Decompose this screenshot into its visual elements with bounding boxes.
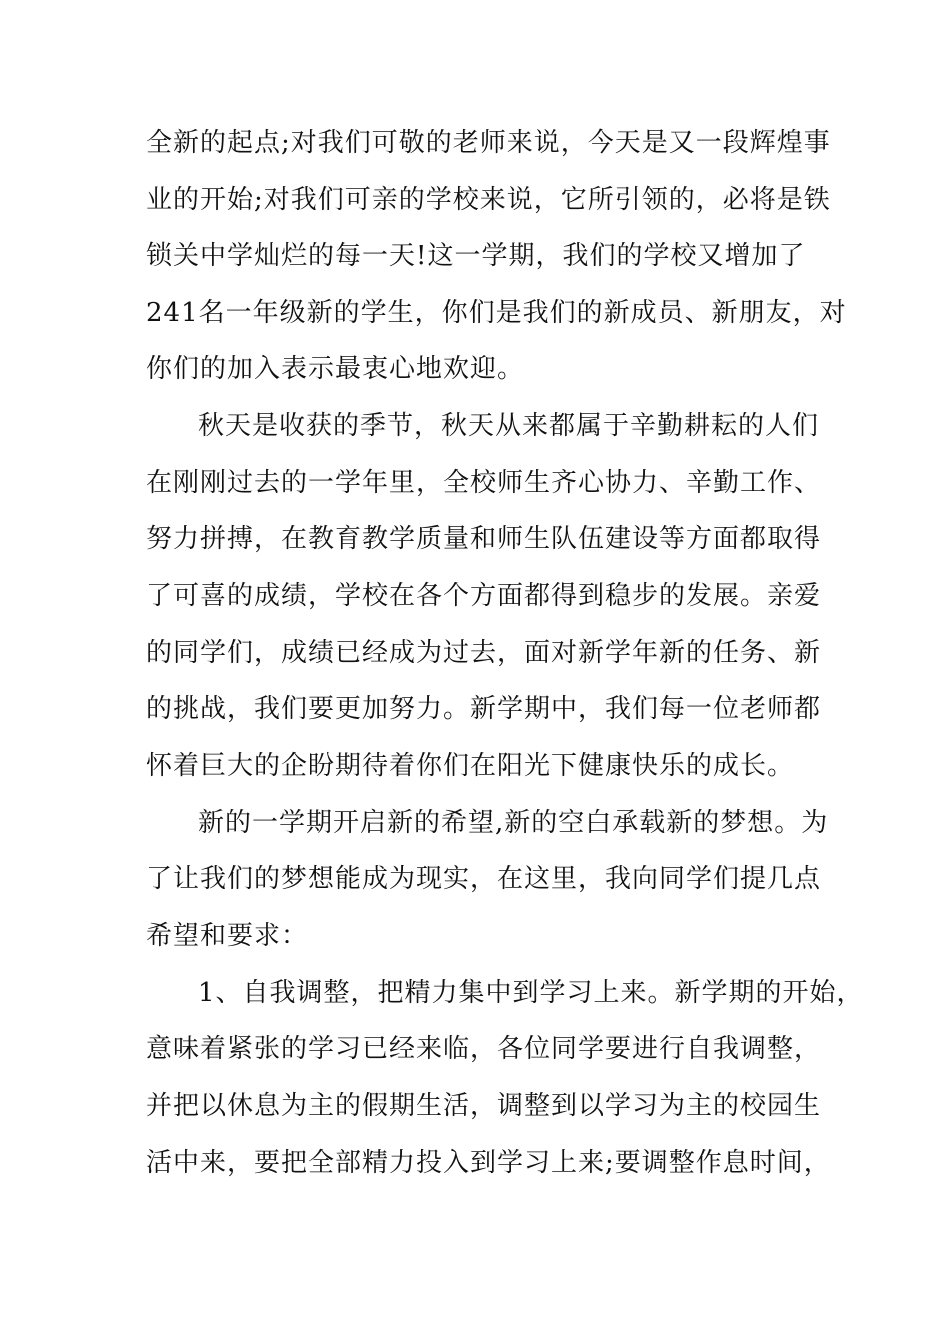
text-line: 怀着巨大的企盼期待着你们在阳光下健康快乐的成长。 [146,751,795,781]
text-line: 的同学们，成绩已经成为过去，面对新学年新的任务、新 [146,638,822,668]
paragraph-start-line: 秋天是收获的季节，秋天从来都属于辛勤耕耘的人们 [198,411,820,441]
text-line: 意味着紧张的学习已经来临，各位同学要进行自我调整， [146,1034,822,1064]
text-line: 活中来，要把全部精力投入到学习上来;要调整作息时间， [146,1148,831,1178]
text-line: 希望和要求： [146,921,309,951]
text-line: 业的开始;对我们可亲的学校来说，它所引领的，必将是铁 [146,185,831,215]
text-line: 在刚刚过去的一学年里，全校师生齐心协力、辛勤工作、 [146,468,822,498]
text-line: 的挑战，我们要更加努力。新学期中，我们每一位老师都 [146,694,822,724]
text-line: 了让我们的梦想能成为现实，在这里，我向同学们提几点 [146,864,822,894]
text-line: 了可喜的成绩，学校在各个方面都得到稳步的发展。亲爱 [146,581,822,611]
list-item-start-line: 1、自我调整，把精力集中到学习上来。新学期的开始， [198,978,864,1008]
text-line: 努力拼搏，在教育教学质量和师生队伍建设等方面都取得 [146,524,822,554]
text-line: 你们的加入表示最衷心地欢迎。 [146,354,525,384]
text-line: 全新的起点;对我们可敬的老师来说，今天是又一段辉煌事 [146,128,831,158]
paragraph-start-line: 新的一学期开启新的希望,新的空白承载新的梦想。为 [198,808,829,838]
text-line: 锁关中学灿烂的每一天!这一学期，我们的学校又增加了 [146,241,806,271]
text-line: 并把以休息为主的假期生活，调整到以学习为主的校园生 [146,1091,822,1121]
text-line: 241名一年级新的学生，你们是我们的新成员、新朋友，对 [146,298,847,328]
